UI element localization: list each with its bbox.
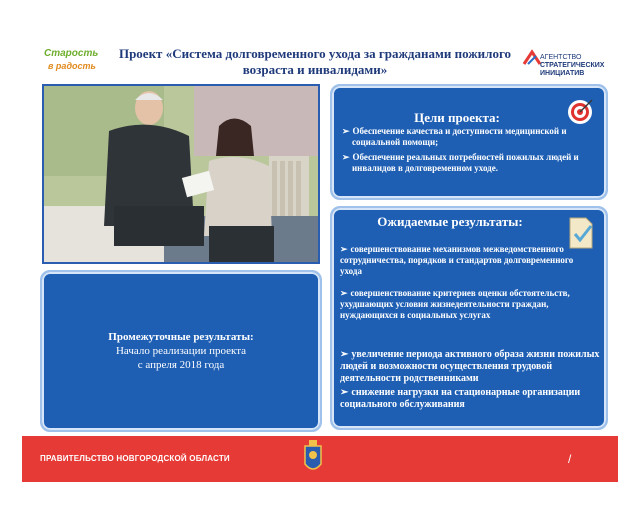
expected-item-text: совершенствование критериев оценки обстоятельств, ухудшающих условия жизнедеятельности граждан, нуждающихся в социальных услугах [340, 288, 570, 320]
goal-item-text: Обеспечение качества и доступности медицинской и социальной помощи; [352, 126, 567, 147]
logo-left-line1: Старость [44, 48, 99, 59]
expected-item-text: увеличение периода активного образа жизни пожилых людей и возможности осуществления трудовой деятельности родственниками [340, 349, 600, 384]
expected-item [340, 387, 604, 411]
expected-results-panel [330, 206, 608, 430]
asi-logo-line2: СТРАТЕГИЧЕСКИХ [540, 62, 605, 69]
footer-slash: / [568, 452, 572, 466]
interim-line2: с апреля 2018 года [137, 359, 225, 371]
arrow-bullet-icon: ➢ [342, 126, 350, 136]
goals-title: Цели проекта: [414, 110, 500, 125]
arrow-bullet-icon: ➢ [340, 349, 349, 360]
asi-logo [522, 46, 612, 80]
photo-caregiver-with-elderly-man [42, 84, 320, 264]
expected-item-text: снижение нагрузки на стационарные организации социального обслуживания [340, 387, 581, 410]
expected-item [340, 288, 576, 321]
asi-logo-line1: АГЕНТСТВО [540, 54, 582, 61]
coat-of-arms-icon [301, 440, 325, 476]
asi-logo-line3: ИНИЦИАТИВ [540, 70, 585, 77]
photo-illustration [44, 86, 318, 262]
goal-item [340, 152, 590, 174]
expected-item [340, 349, 604, 385]
footer-text: ПРАВИТЕЛЬСТВО НОВГОРОДСКОЙ ОБЛАСТИ [40, 454, 230, 463]
arrow-bullet-icon: ➢ [340, 288, 348, 298]
page-title: Проект «Система долговременного ухода за гражданами пожилого возраста и инвалидами» [118, 46, 512, 77]
goals-panel [330, 84, 608, 200]
asi-logo-text [540, 54, 604, 78]
interim-line1: Начало реализации проекта [115, 345, 247, 357]
interim-results-panel [40, 270, 322, 432]
target-icon [566, 98, 594, 126]
goal-item-text: Обеспечение реальных потребностей пожилых людей и инвалидов в долговременном уходе. [352, 152, 579, 173]
interim-title: Промежуточные результаты: [108, 331, 254, 343]
arrow-bullet-icon: ➢ [340, 387, 349, 398]
expected-item [340, 244, 576, 277]
expected-title: Ожидаемые результаты: [377, 214, 523, 229]
expected-item-text: совершенствование механизмов межведомственного сотрудничества, порядков и стандартов долговременного ухода [340, 244, 574, 276]
asi-logo-icon [522, 48, 542, 68]
starost-v-radost-logo [44, 48, 102, 78]
goal-item [340, 126, 590, 148]
logo-left-line2: в радость [48, 61, 96, 71]
arrow-bullet-icon: ➢ [342, 152, 350, 162]
arrow-bullet-icon: ➢ [340, 244, 348, 254]
